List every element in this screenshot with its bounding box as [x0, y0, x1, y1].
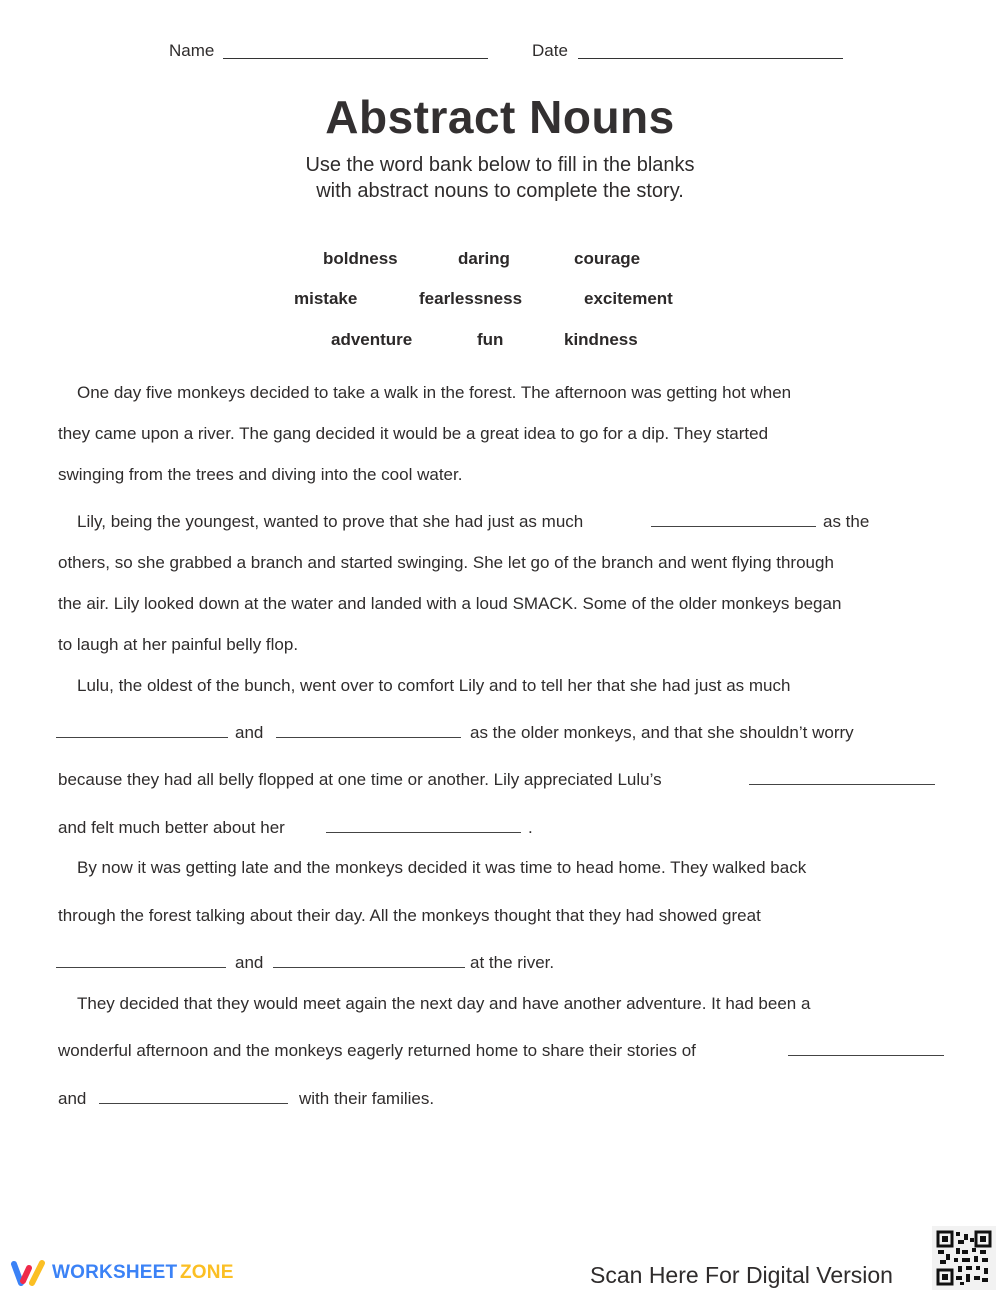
- answer-blank-1[interactable]: [651, 526, 816, 527]
- story-line: swinging from the trees and diving into the cool water.: [58, 465, 463, 484]
- worksheet-zone-logo: [10, 1259, 250, 1289]
- page-title: Abstract Nouns: [325, 91, 675, 143]
- story-line: as the older monkeys, and that she shouldn’t worry: [470, 723, 854, 742]
- answer-blank-9[interactable]: [99, 1103, 288, 1104]
- story-line: .: [528, 818, 533, 837]
- story-line: and: [235, 953, 264, 972]
- story-line: wonderful afternoon and the monkeys eagerly returned home to share their stories of: [58, 1041, 696, 1060]
- story-line: to laugh at her painful belly flop.: [58, 635, 299, 654]
- story-line: By now it was getting late and the monkeys decided it was time to head home. They walked back: [77, 858, 807, 877]
- word-bank-item: courage: [574, 249, 641, 268]
- answer-blank-6[interactable]: [56, 967, 226, 968]
- word-bank-item: kindness: [564, 330, 638, 349]
- word-bank-item: mistake: [294, 289, 358, 308]
- instructions: [0, 152, 1000, 204]
- name-field[interactable]: [223, 58, 488, 59]
- logo-icon: [10, 1259, 48, 1289]
- story-line: with their families.: [299, 1089, 435, 1108]
- story-line: at the river.: [470, 953, 555, 972]
- instructions-line-2: with abstract nouns to complete the story.: [316, 180, 684, 202]
- word-bank-item: fearlessness: [419, 289, 523, 308]
- story-line: and felt much better about her: [58, 818, 285, 837]
- story-line: Lily, being the youngest, wanted to prove that she had just as much: [77, 512, 584, 531]
- story-line: they came upon a river. The gang decided it would be a great idea to go for a dip. They started: [58, 424, 769, 443]
- qr-code-icon[interactable]: [932, 1226, 996, 1290]
- answer-blank-4[interactable]: [749, 784, 935, 785]
- story-line: the air. Lily looked down at the water and landed with a loud SMACK. Some of the older monkeys began: [58, 594, 842, 613]
- word-bank-item: fun: [477, 330, 504, 349]
- story-line: Lulu, the oldest of the bunch, went over to comfort Lily and to tell her that she had just as much: [77, 676, 791, 695]
- story-line: and: [235, 723, 264, 742]
- story-line: They decided that they would meet again the next day and have another adventure. It had been a: [77, 994, 811, 1013]
- word-bank-item: boldness: [323, 249, 398, 268]
- answer-blank-8[interactable]: [788, 1055, 944, 1056]
- answer-blank-5[interactable]: [326, 832, 521, 833]
- story-line: as the: [823, 512, 870, 531]
- story-line: One day five monkeys decided to take a walk in the forest. The afternoon was getting hot when: [77, 383, 792, 402]
- date-field[interactable]: [578, 58, 843, 59]
- answer-blank-7[interactable]: [273, 967, 465, 968]
- name-label: Name: [169, 41, 215, 60]
- date-label: Date: [532, 41, 568, 60]
- instructions-line-1: Use the word bank below to fill in the blanks: [305, 154, 695, 176]
- scan-text: Scan Here For Digital Version: [590, 1262, 893, 1288]
- word-bank-item: adventure: [331, 330, 413, 349]
- answer-blank-3[interactable]: [276, 737, 461, 738]
- logo-text-worksheet: WORKSHEET: [52, 1262, 178, 1283]
- story-line: through the forest talking about their day. All the monkeys thought that they had showed great: [58, 906, 761, 925]
- story-line: and: [58, 1089, 87, 1108]
- logo-text-zone: ZONE: [180, 1262, 234, 1283]
- story-line: others, so she grabbed a branch and started swinging. She let go of the branch and went flying through: [58, 553, 834, 572]
- story-line: because they had all belly flopped at one time or another. Lily appreciated Lulu’s: [58, 770, 662, 789]
- answer-blank-2[interactable]: [56, 737, 228, 738]
- word-bank-item: daring: [458, 249, 510, 268]
- qr-code-graphic: [932, 1226, 996, 1290]
- word-bank-item: excitement: [584, 289, 673, 308]
